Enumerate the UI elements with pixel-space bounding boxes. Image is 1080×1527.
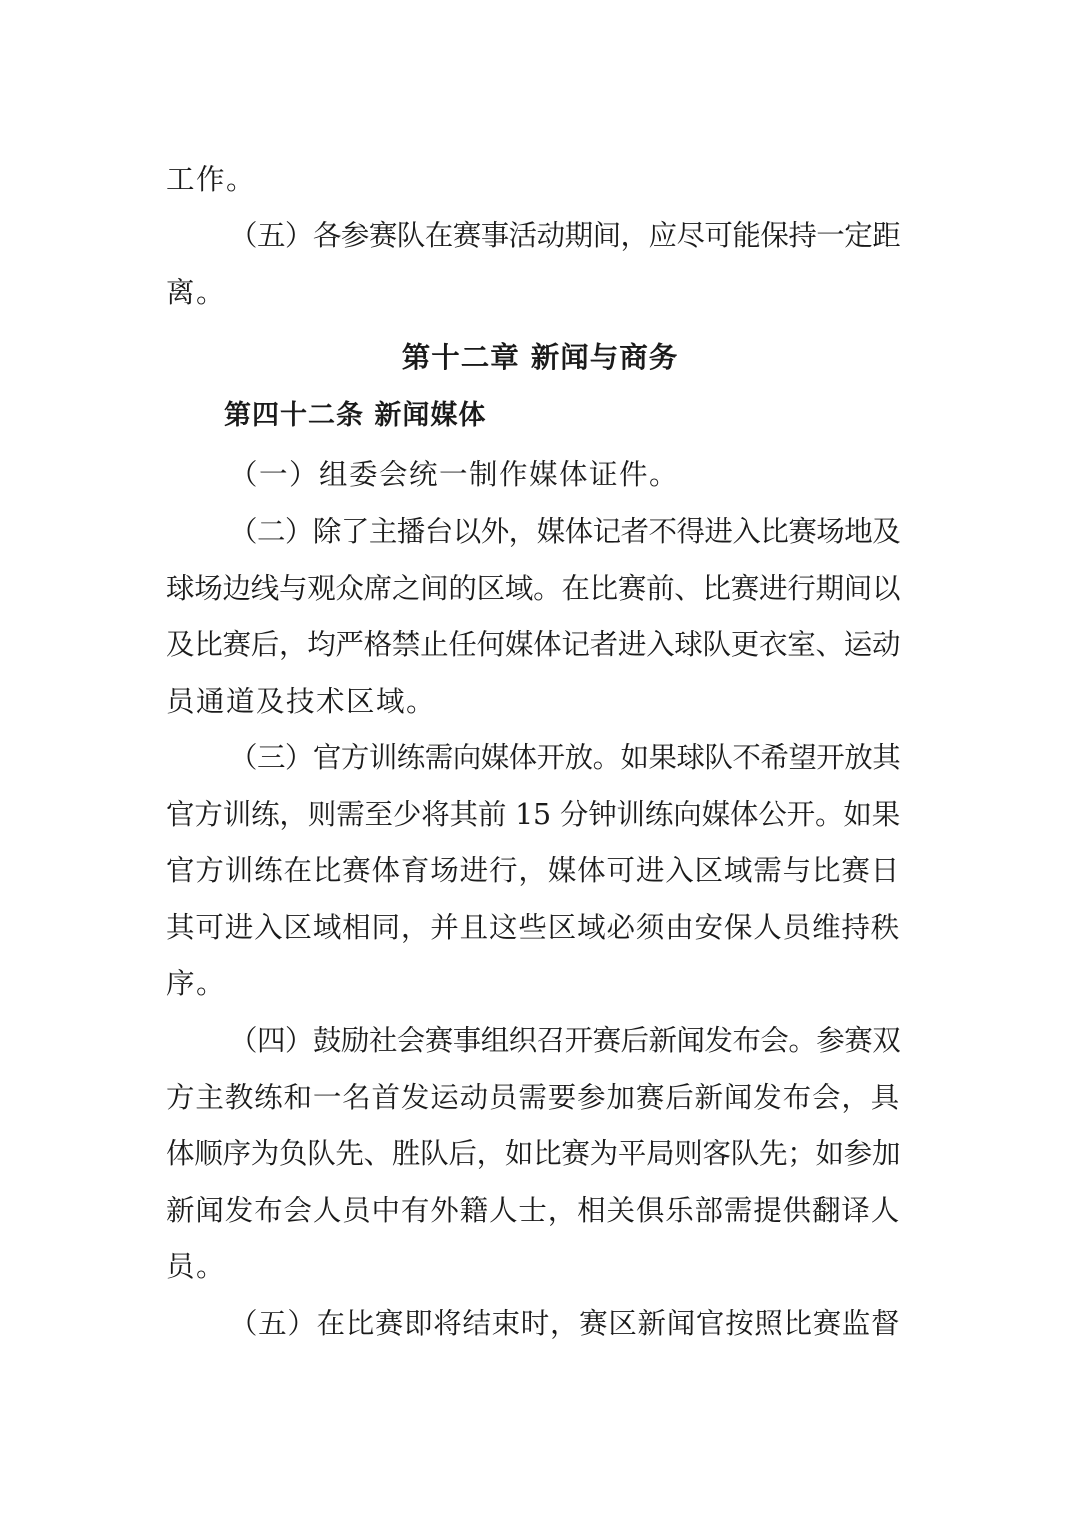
text-line: 方主教练和一名首发运动员需要参加赛后新闻发布会，具 [166, 1080, 900, 1114]
text-line: 员通道及技术区域。 [166, 684, 437, 718]
paragraph-item-1 [166, 447, 900, 504]
paragraph-item-4 [166, 1013, 900, 1296]
text-line: 序。 [166, 967, 227, 1001]
text-line: 体顺序为负队先、胜队后，如比赛为平局则客队先；如参加 [166, 1137, 900, 1171]
article-heading: 第四十二条 新闻媒体 [224, 400, 487, 431]
text-line: （五）在比赛即将结束时，赛区新闻官按照比赛监督 [229, 1307, 900, 1340]
paragraph-continuation [166, 152, 900, 209]
text-line: （五）各参赛队在赛事活动期间，应尽可能保持一定距 [229, 219, 900, 252]
text-line: （三）官方训练需向媒体开放。如果球队不希望开放其 [229, 741, 900, 774]
text-line: 离。 [166, 275, 227, 309]
paragraph-item-5-distance [166, 208, 900, 321]
text-line: 官方训练，则需至少将其前 15 分钟训练向媒体公开。如果 [166, 797, 900, 831]
paragraph-item-5-press [166, 1296, 900, 1353]
text-line: （四）鼓励社会赛事组织召开赛后新闻发布会。参赛双 [229, 1024, 900, 1057]
text-line: 及比赛后，均严格禁止任何媒体记者进入球队更衣室、运动 [166, 628, 900, 662]
text-line: 其可进入区域相同，并且这些区域必须由安保人员维持秩 [166, 910, 900, 944]
text-line: 员。 [166, 1250, 227, 1284]
paragraph-item-2 [166, 504, 900, 730]
text-line: 工作。 [166, 163, 257, 196]
chapter-heading: 第十二章 新闻与商务 [401, 341, 679, 374]
text-line: 官方训练在比赛体育场进行，媒体可进入区域需与比赛日 [166, 854, 900, 888]
text-line: （一）组委会统一制作媒体证件。 [229, 458, 680, 491]
text-line: 新闻发布会人员中有外籍人士，相关俱乐部需提供翻译人 [166, 1193, 900, 1227]
text-line: 球场边线与观众席之间的区域。在比赛前、比赛进行期间以 [166, 571, 900, 605]
paragraph-item-3 [166, 730, 900, 1013]
text-line: （二）除了主播台以外，媒体记者不得进入比赛场地及 [229, 515, 900, 548]
